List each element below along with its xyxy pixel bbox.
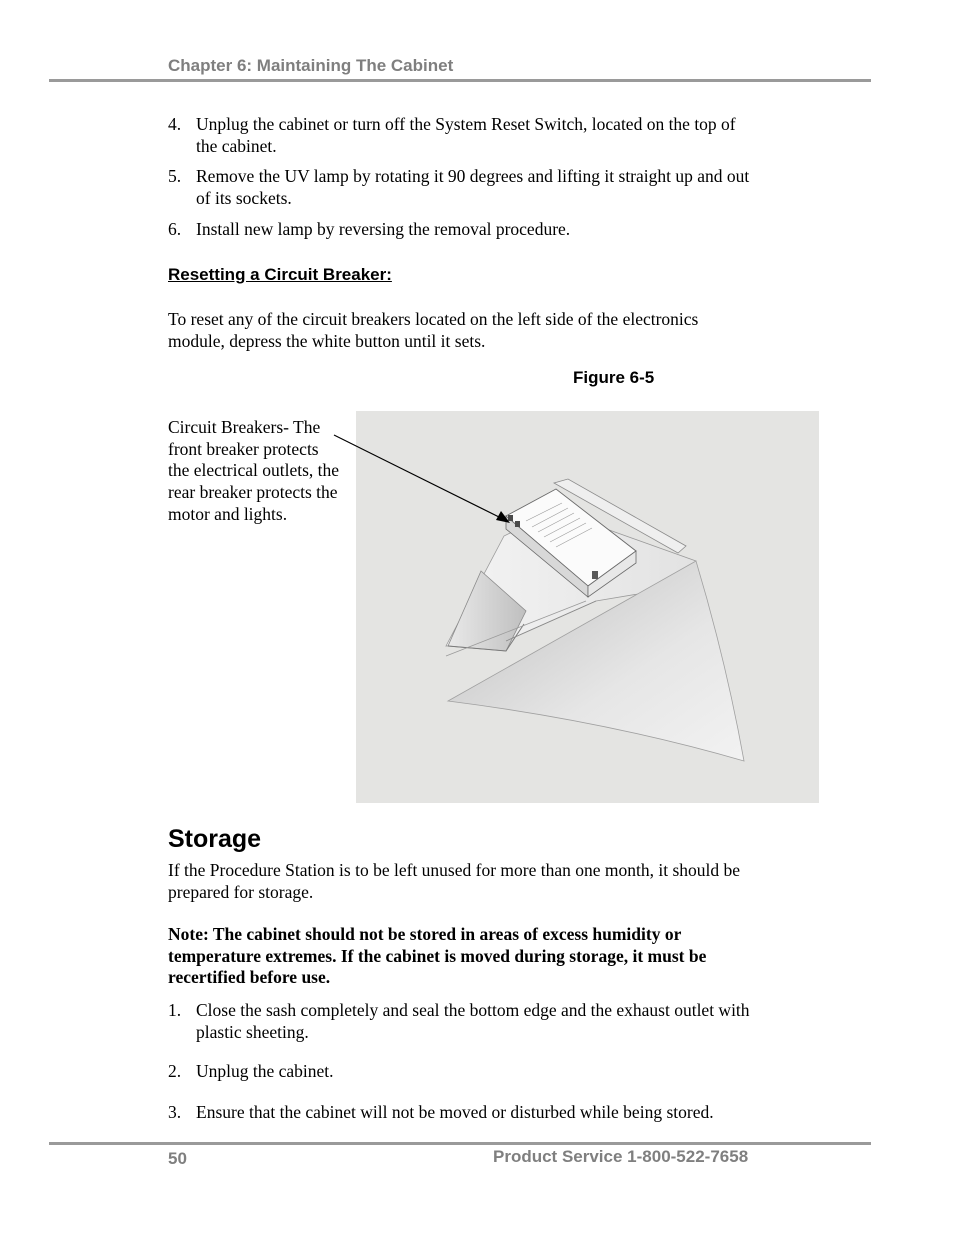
list-item-number: 2.: [168, 1061, 182, 1081]
footer-rule: [49, 1142, 871, 1145]
breaker-paragraph: To reset any of the circuit breakers located on the left side of the electronics module, depress the white button until it sets.: [168, 309, 699, 351]
list-item-text: Close the sash completely and seal the bottom edge and the exhaust outlet with plastic sheeting.: [196, 1000, 750, 1042]
figure-caption: Circuit Breakers- The front breaker protects the electrical outlets, the rear breaker protects the motor and lights.: [168, 417, 340, 524]
section-title: Storage: [168, 825, 262, 853]
figure-label: Figure 6-5: [573, 368, 655, 387]
list-item-text: Ensure that the cabinet will not be moved or disturbed while being stored.: [196, 1102, 714, 1122]
list-item-number: 5.: [168, 166, 182, 186]
section-heading: Resetting a Circuit Breaker:: [168, 265, 392, 284]
header-rule: [49, 79, 871, 82]
list-item-text: Unplug the cabinet.: [196, 1061, 334, 1081]
list-item-text: Remove the UV lamp by rotating it 90 degrees and lifting it straight up and out of its sockets.: [196, 166, 750, 208]
storage-intro: If the Procedure Station is to be left unused for more than one month, it should be prepared for storage.: [168, 860, 741, 902]
page-number: 50: [168, 1149, 187, 1168]
list-item-number: 4.: [168, 114, 182, 134]
reset-switch: [592, 571, 598, 579]
list-item-number: 3.: [168, 1102, 182, 1122]
list-item-number: 1.: [168, 1000, 182, 1020]
list-item-text: Install new lamp by reversing the removal procedure.: [196, 219, 571, 239]
list-item-number: 6.: [168, 219, 182, 239]
leader-arrow: [330, 425, 520, 530]
product-service-line: Product Service 1-800-522-7658: [493, 1147, 749, 1166]
storage-note: Note: The cabinet should not be stored in areas of excess humidity or temperature extremes. If the cabinet is moved during storage, it must be recertified before use.: [168, 924, 707, 988]
list-item-text: Unplug the cabinet or turn off the System Reset Switch, located on the top of the cabinet.: [196, 114, 736, 156]
chapter-header: Chapter 6: Maintaining The Cabinet: [168, 56, 454, 75]
